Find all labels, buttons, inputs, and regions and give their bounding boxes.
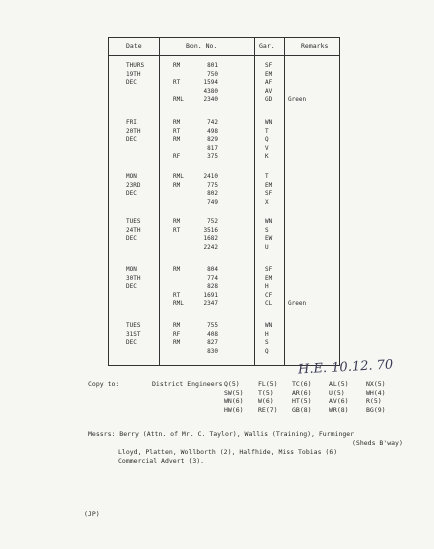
- header-bon-no: Bon. No.: [186, 42, 218, 50]
- table-row: [108, 145, 340, 154]
- table-row: [108, 136, 340, 145]
- copy-to-label: Copy to:: [88, 380, 120, 388]
- bus-class-prefix: RM: [173, 339, 181, 346]
- table-row: [108, 218, 340, 227]
- garage-code: H: [265, 283, 269, 290]
- bonnet-number: 827: [207, 339, 218, 346]
- copy-recipient: SW(5): [224, 388, 244, 397]
- handwritten-annotation: H.E. 10.12. 70: [297, 357, 394, 378]
- messrs-line-3: Commercial Advert (3).: [118, 457, 205, 465]
- garage-code: SF: [265, 266, 273, 273]
- bonnet-number: 1691: [203, 291, 218, 299]
- bonnet-number: 408: [207, 330, 218, 338]
- bonnet-number: 755: [207, 322, 218, 329]
- date-line: DEC: [126, 339, 137, 346]
- copy-recipient: R(5): [366, 397, 382, 405]
- copy-recipient: U(5): [329, 388, 345, 397]
- table-row: [108, 79, 340, 88]
- bonnet-number: 498: [207, 127, 218, 135]
- bus-class-prefix: RML: [173, 96, 184, 103]
- header-rule: [108, 55, 340, 56]
- table-row: [108, 119, 340, 128]
- copy-recipient: T(5): [258, 388, 274, 397]
- date-line: 30TH: [126, 274, 141, 282]
- copy-recipient: BG(9): [366, 405, 386, 414]
- garage-code: CL: [265, 300, 273, 307]
- table-row: [108, 96, 340, 105]
- copy-recipient: AV(6): [329, 397, 349, 405]
- copy-recipient: W(6): [258, 397, 274, 405]
- bus-class-prefix: RM: [173, 181, 181, 189]
- table-row: [108, 153, 340, 162]
- bonnet-number: 2347: [203, 300, 218, 307]
- garage-code: SF: [265, 190, 273, 197]
- bonnet-number: 4380: [203, 87, 218, 95]
- garage-code: GD: [265, 96, 273, 103]
- table-row: [108, 173, 340, 182]
- date-line: THURS: [126, 62, 145, 69]
- table-row: [108, 244, 340, 253]
- garage-code: V: [265, 144, 269, 152]
- table-row: [108, 283, 340, 292]
- date-line: FRI: [126, 119, 137, 126]
- remark-text: Green: [288, 96, 307, 103]
- copy-recipient: Q(5): [224, 380, 240, 388]
- table-row: [108, 190, 340, 199]
- date-line: DEC: [126, 283, 137, 290]
- table-row: [108, 88, 340, 97]
- header-date: Date: [126, 42, 142, 50]
- date-line: TUES: [126, 218, 141, 225]
- copy-recipient: WR(8): [329, 405, 349, 414]
- table-row: [108, 128, 340, 137]
- bus-class-prefix: RM: [173, 62, 181, 69]
- garage-code: T: [265, 173, 269, 180]
- bonnet-number: 804: [207, 266, 218, 273]
- bonnet-number: 775: [207, 181, 218, 189]
- table-row: [108, 182, 340, 191]
- garage-code: EM: [265, 274, 273, 282]
- copy-recipient: WN(6): [224, 397, 244, 405]
- bonnet-number: 1682: [203, 235, 218, 242]
- bus-class-prefix: RT: [173, 127, 181, 135]
- table-row: [108, 339, 340, 348]
- bus-class-prefix: RML: [173, 173, 184, 180]
- garage-code: Q: [265, 136, 269, 143]
- bus-class-prefix: RML: [173, 300, 184, 307]
- bus-class-prefix: RF: [173, 330, 181, 338]
- date-line: DEC: [126, 235, 137, 242]
- district-engineers-label: District Engineers: [152, 380, 223, 388]
- bonnet-number: 802: [207, 190, 218, 197]
- copy-recipient: FL(5): [258, 380, 278, 388]
- copy-recipient: AR(6): [292, 388, 312, 397]
- garage-code: Q: [265, 347, 269, 355]
- bus-class-prefix: RT: [173, 291, 181, 299]
- bonnet-number: 830: [207, 347, 218, 355]
- bonnet-number: 829: [207, 136, 218, 143]
- garage-code: EW: [265, 235, 273, 242]
- table-row: [108, 300, 340, 309]
- table-row: [108, 235, 340, 244]
- bus-class-prefix: RM: [173, 218, 181, 225]
- date-line: 31ST: [126, 330, 141, 338]
- table-row: [108, 227, 340, 236]
- messrs-sheds-note: (Sheds B'way): [352, 439, 403, 447]
- bus-class-prefix: RM: [173, 119, 181, 126]
- remark-text: Green: [288, 300, 307, 307]
- date-line: MON: [126, 173, 137, 180]
- date-line: TUES: [126, 322, 141, 329]
- garage-code: S: [265, 339, 269, 346]
- date-line: MON: [126, 266, 137, 273]
- table-row: [108, 199, 340, 208]
- date-line: 23RD: [126, 181, 141, 189]
- bonnet-number: 774: [207, 274, 218, 282]
- garage-code: S: [265, 226, 269, 234]
- date-line: 24TH: [126, 226, 141, 234]
- bus-class-prefix: RF: [173, 153, 181, 160]
- messrs-line-2: Lloyd, Platten, Wollborth (2), Halfhide, Miss Tobias (6): [118, 448, 338, 456]
- bonnet-number: 742: [207, 119, 218, 126]
- bonnet-number: 750: [207, 70, 218, 78]
- garage-code: WN: [265, 322, 273, 329]
- bus-class-prefix: RM: [173, 266, 181, 273]
- garage-code: U: [265, 243, 269, 251]
- footer-initials: (JP): [84, 510, 100, 518]
- bonnet-number: 817: [207, 144, 218, 152]
- bonnet-number: 2340: [203, 96, 218, 103]
- table-row: [108, 331, 340, 340]
- garage-code: K: [265, 153, 269, 160]
- header-garage: Gar.: [259, 42, 275, 50]
- table-row: [108, 275, 340, 284]
- allocation-table: [108, 37, 340, 366]
- date-line: DEC: [126, 79, 137, 86]
- table-row: [108, 71, 340, 80]
- copy-recipient: AL(5): [329, 380, 349, 388]
- garage-code: EM: [265, 181, 273, 189]
- messrs-line-1: Messrs: Berry (Attn. of Mr. C. Taylor), Wallis (Training), Furminger: [88, 430, 355, 438]
- table-row: [108, 348, 340, 357]
- date-line: DEC: [126, 136, 137, 143]
- copy-recipient: TC(6): [292, 380, 312, 388]
- copy-recipient: RE(7): [258, 405, 278, 414]
- table-row: [108, 266, 340, 275]
- copy-recipient: HW(6): [224, 405, 244, 414]
- bonnet-number: 2242: [203, 243, 218, 251]
- table-row: [108, 292, 340, 301]
- bonnet-number: 749: [207, 198, 218, 206]
- copy-recipient: HT(5): [292, 397, 312, 405]
- copy-recipient: WH(4): [366, 388, 386, 397]
- garage-code: AV: [265, 87, 273, 95]
- bonnet-number: 1594: [203, 79, 218, 86]
- garage-code: AF: [265, 79, 273, 86]
- table-row: [108, 322, 340, 331]
- garage-code: CF: [265, 291, 273, 299]
- garage-code: X: [265, 198, 269, 206]
- garage-code: WN: [265, 119, 273, 126]
- bus-class-prefix: RM: [173, 136, 181, 143]
- date-line: DEC: [126, 190, 137, 197]
- copy-recipient: NX(5): [366, 380, 386, 388]
- garage-code: WN: [265, 218, 273, 225]
- copy-recipient: GB(8): [292, 405, 312, 414]
- table-row: [108, 62, 340, 71]
- bus-class-prefix: RT: [173, 226, 181, 234]
- bonnet-number: 3516: [203, 226, 218, 234]
- bus-class-prefix: RM: [173, 322, 181, 329]
- garage-code: EM: [265, 70, 273, 78]
- bonnet-number: 828: [207, 283, 218, 290]
- bonnet-number: 752: [207, 218, 218, 225]
- garage-code: SF: [265, 62, 273, 69]
- header-remarks: Remarks: [301, 42, 329, 50]
- bonnet-number: 2410: [203, 173, 218, 180]
- bonnet-number: 375: [207, 153, 218, 160]
- garage-code: T: [265, 127, 269, 135]
- bus-class-prefix: RT: [173, 79, 181, 86]
- garage-code: H: [265, 330, 269, 338]
- date-line: 20TH: [126, 127, 141, 135]
- faint-bleed-through: [352, 36, 356, 48]
- date-line: 19TH: [126, 70, 141, 78]
- bonnet-number: 801: [207, 62, 218, 69]
